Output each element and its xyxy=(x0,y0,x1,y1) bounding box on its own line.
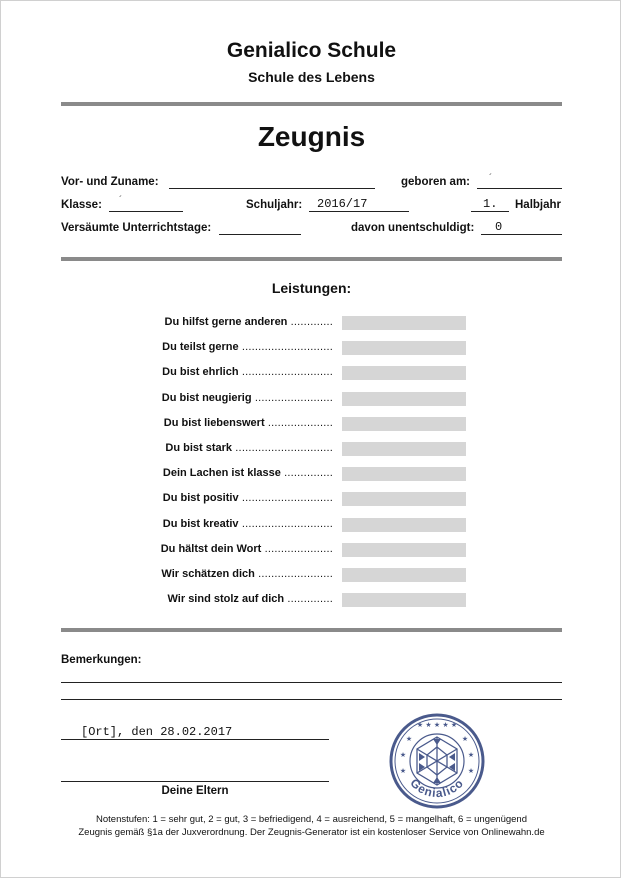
performance-item-label xyxy=(153,316,333,328)
performance-item-text: Wir schätzen dich xyxy=(161,568,255,580)
grade-box[interactable] xyxy=(342,366,466,380)
grade-box[interactable] xyxy=(342,492,466,506)
svg-text:★: ★ xyxy=(467,751,475,759)
performance-item-label xyxy=(153,417,333,429)
performance-item-label xyxy=(153,593,333,605)
class-field[interactable] xyxy=(109,211,183,212)
remarks-label: Bemerkungen: xyxy=(61,654,142,666)
performance-item-dots: .............. xyxy=(284,593,333,605)
performance-item-dots: ............. xyxy=(287,316,333,328)
schoolyear-label: Schuljahr: xyxy=(246,199,303,211)
document-title: Zeugnis xyxy=(257,121,366,152)
performance-item-dots: ....................... xyxy=(254,568,333,580)
performance-item-label xyxy=(153,568,333,580)
grade-box[interactable] xyxy=(342,316,466,330)
performance-item-dots: ............................ xyxy=(238,518,333,530)
performance-divider xyxy=(61,628,562,632)
performance-item-dots: ............... xyxy=(280,467,333,479)
unexcused-value: 0 xyxy=(495,220,503,234)
performance-item-label xyxy=(153,366,333,378)
halfyear-field[interactable] xyxy=(471,211,509,212)
performance-title: Leistungen: xyxy=(271,280,352,296)
performance-item-text: Du bist ehrlich xyxy=(162,366,239,378)
performance-item-label xyxy=(153,341,333,353)
grade-box[interactable] xyxy=(342,593,466,607)
performance-item-text: Dein Lachen ist klasse xyxy=(162,467,281,479)
class-label: Klasse: xyxy=(61,199,102,211)
performance-item-text: Du bist positiv xyxy=(162,492,239,504)
schoolyear-field[interactable] xyxy=(309,211,409,212)
svg-text:★: ★ xyxy=(399,767,407,775)
halfyear-value: 1. xyxy=(483,197,498,211)
performance-item-dots: ............................ xyxy=(238,341,333,353)
performance-item-text: Du teilst gerne xyxy=(162,341,239,353)
halfyear-label: Halbjahr xyxy=(515,199,562,211)
name-field[interactable] xyxy=(169,188,375,189)
grade-box[interactable] xyxy=(342,442,466,456)
birth-label: geboren am: xyxy=(401,176,471,188)
svg-text:★: ★ xyxy=(461,735,469,743)
performance-item-text: Du bist liebenswert xyxy=(163,417,265,429)
grade-box[interactable] xyxy=(342,392,466,406)
absent-days-field[interactable] xyxy=(219,234,301,235)
grade-box[interactable] xyxy=(342,518,466,532)
performance-item-text: Du bist neugierig xyxy=(161,392,252,404)
place-date-line xyxy=(61,739,329,740)
remarks-line-1[interactable] xyxy=(61,682,562,683)
performance-item-dots: .................... xyxy=(264,417,333,429)
unexcused-label: davon unentschuldigt: xyxy=(351,222,475,234)
birth-field[interactable] xyxy=(477,188,562,189)
remarks-line-2[interactable] xyxy=(61,699,562,700)
performance-item-dots: .............................. xyxy=(232,442,333,454)
performance-item-label xyxy=(153,467,333,479)
absent-days-label: Versäumte Unterrichtstage: xyxy=(61,222,212,234)
svg-text:★: ★ xyxy=(405,735,413,743)
header-divider xyxy=(61,102,562,106)
stamp-text: Genialico xyxy=(407,775,467,801)
performance-item-text: Du hältst dein Wort xyxy=(160,543,262,555)
signer-label: Deine Eltern xyxy=(161,785,229,797)
svg-text:★: ★ xyxy=(399,751,407,759)
school-stamp xyxy=(389,713,485,809)
performance-item-label xyxy=(153,392,333,404)
grade-scale-note: Notenstufen: 1 = sehr gut, 2 = gut, 3 = befriedigend, 4 = ausreichend, 5 = mangelhaft, 6 = ungenügend xyxy=(96,814,527,825)
class-value: ´ xyxy=(119,195,123,206)
performance-item-label xyxy=(153,543,333,555)
unexcused-field[interactable] xyxy=(481,234,562,235)
grade-box[interactable] xyxy=(342,341,466,355)
schoolyear-value: 2016/17 xyxy=(317,197,368,211)
svg-text:★: ★ xyxy=(467,767,475,775)
info-divider xyxy=(61,257,562,261)
school-subtitle: Schule des Lebens xyxy=(248,69,375,85)
performance-item-label xyxy=(153,518,333,530)
grade-box[interactable] xyxy=(342,467,466,481)
name-label: Vor- und Zuname: xyxy=(61,176,159,188)
svg-text:★ ★ ★ ★ ★: ★ ★ ★ ★ ★ xyxy=(416,721,458,729)
performance-item-text: Du bist stark xyxy=(165,442,233,454)
performance-item-text: Du bist kreativ xyxy=(162,518,239,530)
signature-line xyxy=(61,781,329,782)
performance-item-dots: ............................ xyxy=(238,492,333,504)
birth-value: ´ xyxy=(489,173,493,184)
grade-box[interactable] xyxy=(342,568,466,582)
grade-box[interactable] xyxy=(342,417,466,431)
performance-item-label xyxy=(153,442,333,454)
performance-item-text: Wir sind stolz auf dich xyxy=(167,593,285,605)
stamp-seal-icon xyxy=(389,713,485,809)
grade-box[interactable] xyxy=(342,543,466,557)
performance-item-text: Du hilfst gerne anderen xyxy=(164,316,288,328)
performance-item-label xyxy=(153,492,333,504)
performance-item-dots: ........................ xyxy=(251,392,333,404)
performance-item-dots: ............................ xyxy=(238,366,333,378)
school-name: Genialico Schule xyxy=(226,39,397,62)
legal-note: Zeugnis gemäß §1a der Juxverordnung. Der Zeugnis-Generator ist ein kostenloser Service von Onlinewahn.de xyxy=(78,827,545,838)
performance-item-dots: ..................... xyxy=(261,543,333,555)
place-date: [Ort], den 28.02.2017 xyxy=(81,725,233,739)
